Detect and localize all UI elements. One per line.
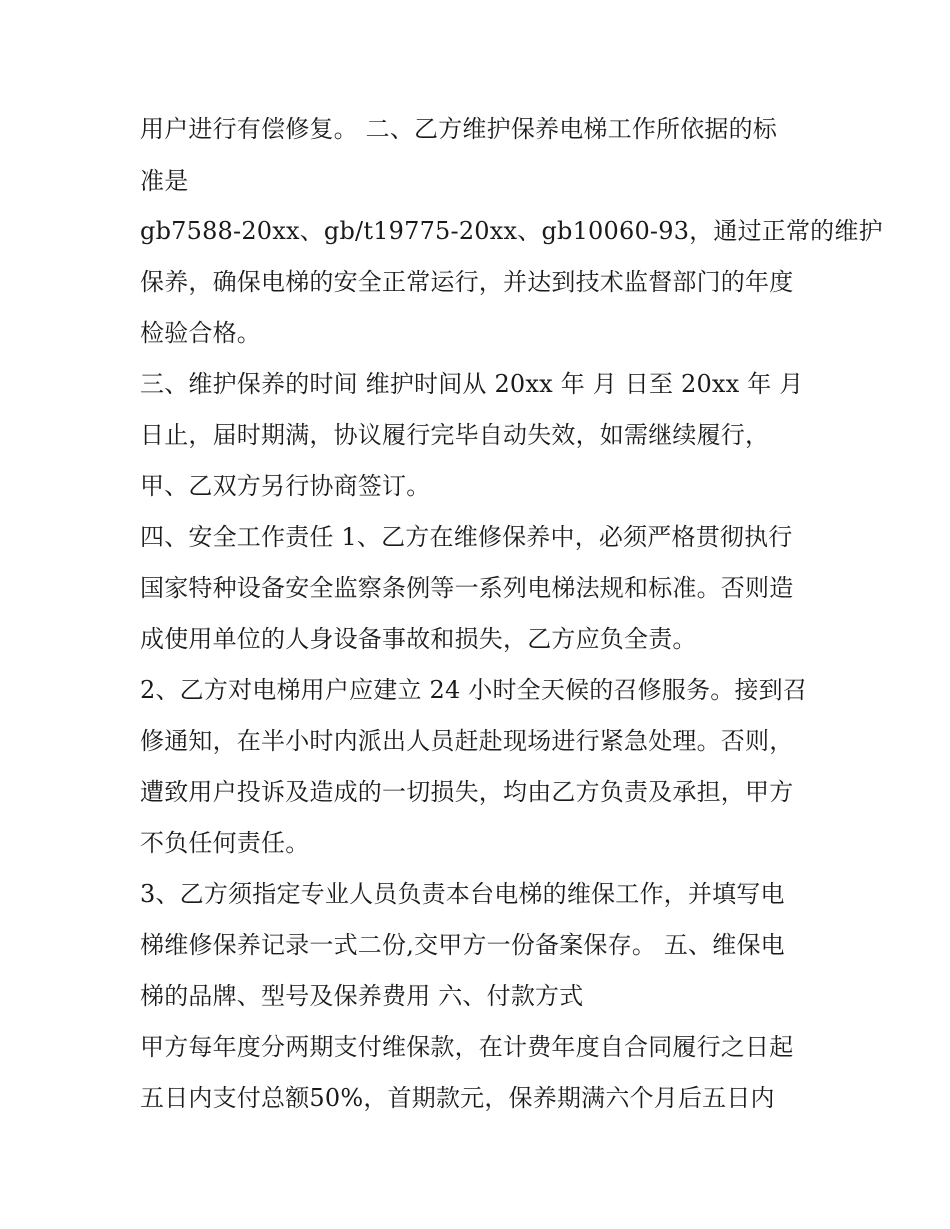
text-line: 成使用单位的人身设备事故和损失，乙方应负全责。 bbox=[140, 625, 697, 653]
text-line: 梯维修保养记录一式二份,交甲方一份备案保存。 五、维保电 bbox=[140, 931, 785, 959]
text-line: 准是 bbox=[140, 167, 189, 195]
text-line: 修通知，在半小时内派出人员赶赴现场进行紧急处理。否则， bbox=[140, 727, 794, 755]
text-line: 2、乙方对电梯用户应建立 24 小时全天候的召修服务。接到召 bbox=[140, 676, 808, 704]
text-line: 保养，确保电梯的安全正常运行，并达到技术监督部门的年度 bbox=[140, 268, 794, 296]
text-line: 五日内支付总额50%，首期款元，保养期满六个月后五日内 bbox=[140, 1084, 775, 1112]
text-line: 三、维护保养的时间 维护时间从 20xx 年 月 日至 20xx 年 月 bbox=[140, 370, 804, 398]
text-line: 用户进行有偿修复。 二、乙方维护保养电梯工作所依据的标 bbox=[140, 115, 778, 143]
text-line: 四、安全工作责任 1、乙方在维修保养中，必须严格贯彻执行 bbox=[140, 523, 793, 551]
text-line: 遭致用户投诉及造成的一切损失，均由乙方负责及承担，甲方 bbox=[140, 778, 794, 806]
text-line: 检验合格。 bbox=[140, 319, 261, 347]
text-line: 日止，届时期满，协议履行完毕自动失效，如需继续履行， bbox=[140, 421, 770, 449]
text-line: 甲方每年度分两期支付维保款，在计费年度自合同履行之日起 bbox=[140, 1033, 794, 1061]
text-line: 甲、乙双方另行协商签订。 bbox=[140, 472, 431, 500]
text-line: 梯的品牌、型号及保养费用 六、付款方式 bbox=[140, 982, 584, 1010]
text-line: 3、乙方须指定专业人员负责本台电梯的维保工作，并填写电 bbox=[140, 880, 785, 908]
text-line: 国家特种设备安全监察条例等一系列电梯法规和标准。否则造 bbox=[140, 574, 794, 602]
text-line: 不负任何责任。 bbox=[140, 829, 310, 857]
text-line: gb7588-20xx、gb/t19775-20xx、gb10060-93，通过正常的维护 bbox=[140, 217, 883, 245]
